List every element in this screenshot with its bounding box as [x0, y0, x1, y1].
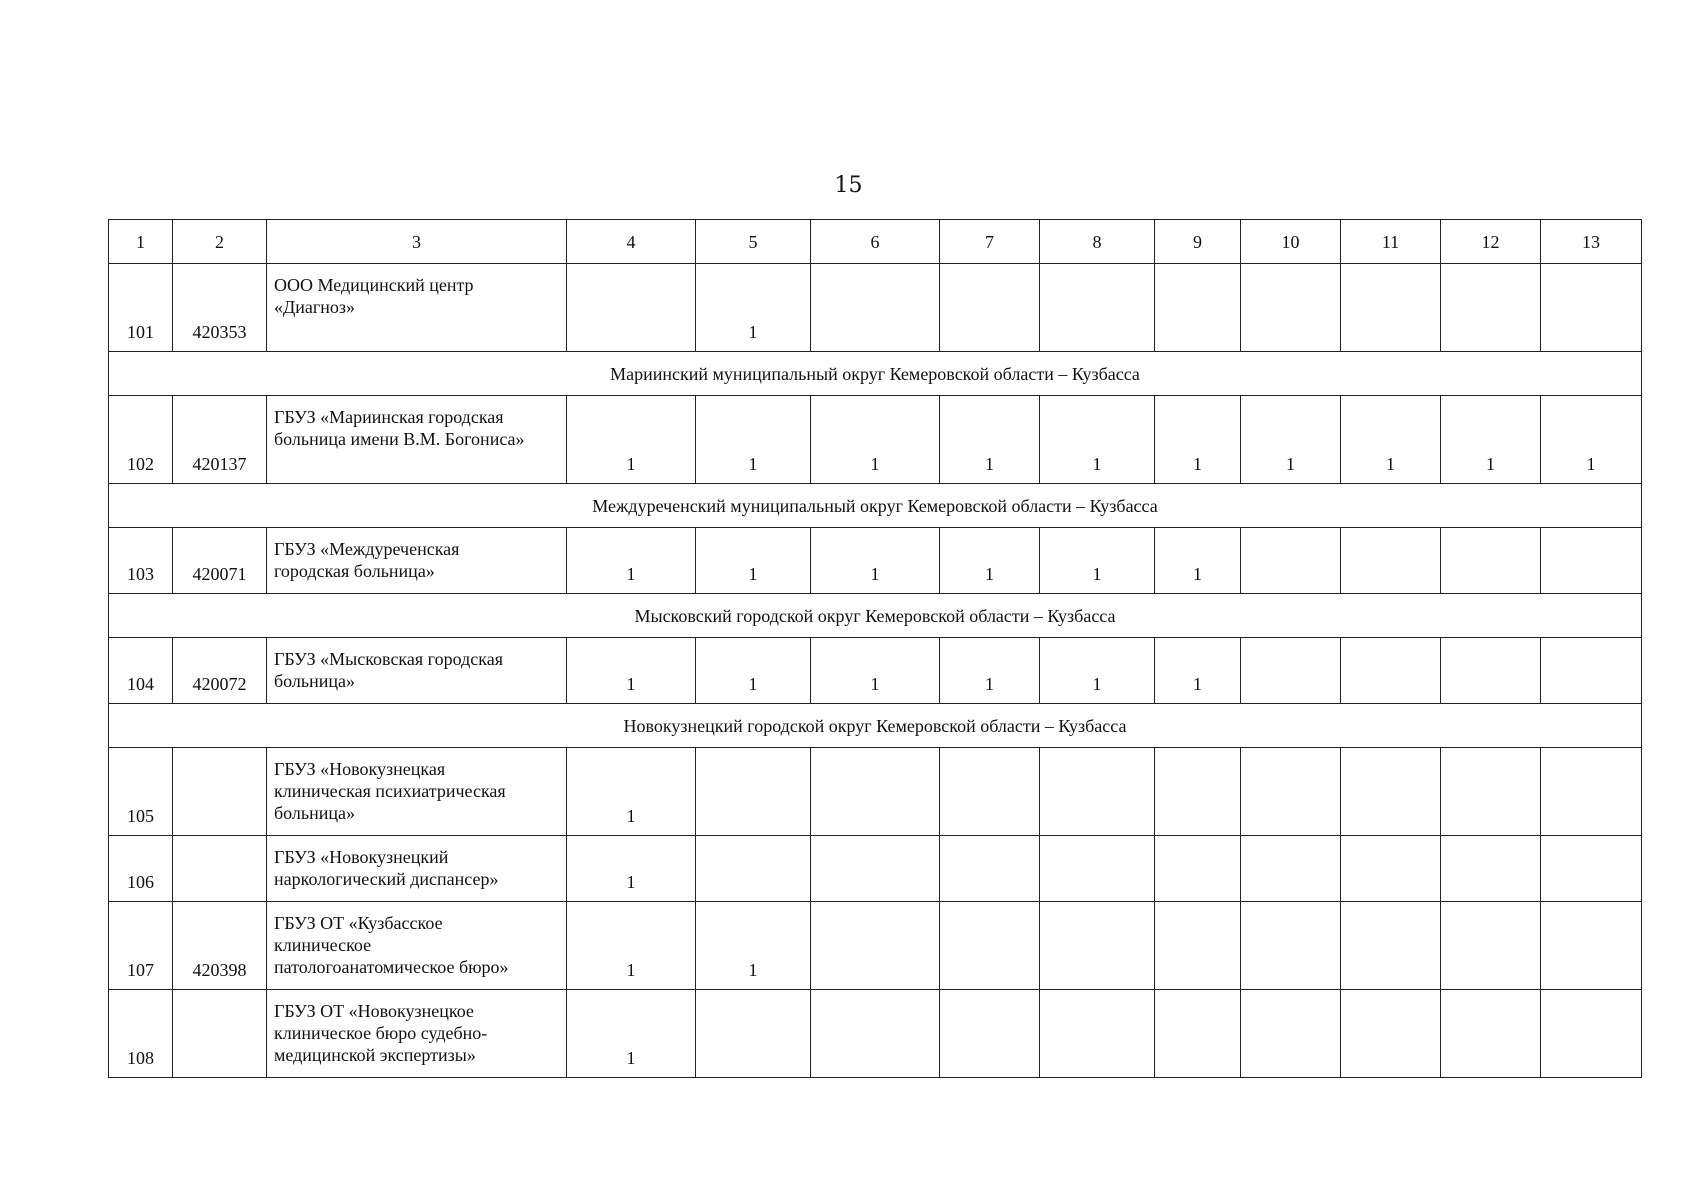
value-cell: [1541, 748, 1642, 836]
value-cell: [1441, 528, 1541, 594]
row-number-cell: 104: [109, 638, 173, 704]
value-cell: [1441, 748, 1541, 836]
value-cell: 1: [1040, 528, 1155, 594]
value-cell: [696, 990, 811, 1078]
facility-code-cell: [173, 836, 267, 902]
value-cell: [1040, 990, 1155, 1078]
value-cell: 1: [696, 528, 811, 594]
value-cell: 1: [1441, 396, 1541, 484]
facility-code-cell: 420137: [173, 396, 267, 484]
row-number-cell: 105: [109, 748, 173, 836]
value-cell: 1: [696, 264, 811, 352]
table-row: [109, 902, 1642, 990]
value-cell: 1: [1241, 396, 1341, 484]
facility-code-cell: [173, 748, 267, 836]
value-cell: [1541, 836, 1642, 902]
page-number: 15: [834, 173, 863, 198]
value-cell: 1: [811, 396, 940, 484]
column-number-cell: 5: [696, 220, 811, 264]
value-cell: [1040, 748, 1155, 836]
value-cell: [940, 902, 1040, 990]
value-cell: [811, 990, 940, 1078]
section-title: Мысковский городской округ Кемеровской области – Кузбасса: [109, 594, 1642, 638]
column-number-cell: 11: [1341, 220, 1441, 264]
facility-name: ГБУЗ «Новокузнецкая клиническая психиатрическая больница»: [274, 759, 506, 823]
facility-name: ГБУЗ ОТ «Новокузнецкое клиническое бюро судебно- медицинской экспертизы»: [274, 1001, 488, 1065]
value-cell: [940, 990, 1040, 1078]
table-row: [109, 528, 1642, 594]
value-cell: [1541, 264, 1642, 352]
value-cell: [1541, 638, 1642, 704]
column-number-cell: 2: [173, 220, 267, 264]
column-number-cell: 8: [1040, 220, 1155, 264]
facility-code-cell: 420071: [173, 528, 267, 594]
table-row: [109, 638, 1642, 704]
value-cell: [811, 264, 940, 352]
value-cell: 1: [696, 396, 811, 484]
table-row: [109, 264, 1642, 352]
row-number-cell: 101: [109, 264, 173, 352]
table-row: [109, 836, 1642, 902]
column-number-cell: 3: [267, 220, 567, 264]
value-cell: [1441, 990, 1541, 1078]
value-cell: [1040, 902, 1155, 990]
section-title: Мариинский муниципальный округ Кемеровской области – Кузбасса: [109, 352, 1642, 396]
value-cell: 1: [1155, 528, 1241, 594]
value-cell: [1155, 264, 1241, 352]
value-cell: [1341, 836, 1441, 902]
column-number-cell: 13: [1541, 220, 1642, 264]
value-cell: 1: [940, 528, 1040, 594]
value-cell: [1441, 902, 1541, 990]
facility-name: ГБУЗ «Мариинская городская больница имени В.М. Богониса»: [274, 407, 525, 449]
value-cell: [940, 748, 1040, 836]
facility-code-cell: 420398: [173, 902, 267, 990]
value-cell: 1: [1040, 638, 1155, 704]
value-cell: 1: [567, 638, 696, 704]
column-number-cell: 12: [1441, 220, 1541, 264]
value-cell: [1155, 836, 1241, 902]
value-cell: [1341, 990, 1441, 1078]
value-cell: 1: [696, 638, 811, 704]
facility-name: ГБУЗ ОТ «Кузбасское клиническое патологоанатомическое бюро»: [274, 913, 509, 977]
value-cell: [811, 836, 940, 902]
value-cell: 1: [567, 990, 696, 1078]
value-cell: [1241, 264, 1341, 352]
value-cell: [1341, 748, 1441, 836]
section-header-row: [109, 704, 1642, 748]
value-cell: [811, 902, 940, 990]
value-cell: 1: [696, 902, 811, 990]
value-cell: [1040, 264, 1155, 352]
row-number-cell: 103: [109, 528, 173, 594]
facility-name-cell: [267, 396, 567, 484]
value-cell: [1241, 748, 1341, 836]
value-cell: [696, 748, 811, 836]
section-title: Междуреченский муниципальный округ Кемеровской области – Кузбасса: [109, 484, 1642, 528]
value-cell: [1241, 528, 1341, 594]
column-number-header-row: [109, 220, 1642, 264]
facility-name: ГБУЗ «Междуреченская городская больница»: [274, 539, 460, 581]
value-cell: [696, 836, 811, 902]
value-cell: [1541, 528, 1642, 594]
value-cell: 1: [567, 902, 696, 990]
facility-code-cell: 420072: [173, 638, 267, 704]
facility-name-cell: [267, 638, 567, 704]
value-cell: [940, 264, 1040, 352]
table-row: [109, 396, 1642, 484]
value-cell: 1: [940, 638, 1040, 704]
facility-name-cell: [267, 528, 567, 594]
row-number-cell: 102: [109, 396, 173, 484]
facility-name-cell: [267, 990, 567, 1078]
value-cell: [1155, 902, 1241, 990]
value-cell: 1: [567, 528, 696, 594]
column-number-cell: 1: [109, 220, 173, 264]
value-cell: [1155, 748, 1241, 836]
value-cell: 1: [567, 836, 696, 902]
value-cell: [567, 264, 696, 352]
value-cell: [1341, 902, 1441, 990]
table-row: [109, 990, 1642, 1078]
section-header-row: [109, 594, 1642, 638]
value-cell: [1341, 528, 1441, 594]
facility-name: ГБУЗ «Новокузнецкий наркологический диспансер»: [274, 847, 499, 889]
value-cell: [940, 836, 1040, 902]
value-cell: 1: [811, 638, 940, 704]
value-cell: [1441, 264, 1541, 352]
facility-name-cell: [267, 748, 567, 836]
facility-name-cell: [267, 264, 567, 352]
value-cell: 1: [567, 396, 696, 484]
value-cell: 1: [1040, 396, 1155, 484]
row-number-cell: 107: [109, 902, 173, 990]
value-cell: [1341, 638, 1441, 704]
value-cell: 1: [1341, 396, 1441, 484]
value-cell: [1040, 836, 1155, 902]
section-header-row: [109, 484, 1642, 528]
value-cell: [1241, 836, 1341, 902]
column-number-cell: 10: [1241, 220, 1341, 264]
section-header-row: [109, 352, 1642, 396]
facility-name: ГБУЗ «Мысковская городская больница»: [274, 649, 503, 691]
column-number-cell: 9: [1155, 220, 1241, 264]
column-number-cell: 6: [811, 220, 940, 264]
value-cell: 1: [567, 748, 696, 836]
facilities-table: [108, 219, 1642, 1078]
table-body: [109, 220, 1642, 1078]
column-number-cell: 7: [940, 220, 1040, 264]
value-cell: [1241, 638, 1341, 704]
facility-name-cell: [267, 836, 567, 902]
row-number-cell: 108: [109, 990, 173, 1078]
facility-code-cell: 420353: [173, 264, 267, 352]
value-cell: [1341, 264, 1441, 352]
value-cell: [1541, 990, 1642, 1078]
facility-name-cell: [267, 902, 567, 990]
value-cell: [1155, 990, 1241, 1078]
section-title: Новокузнецкий городской округ Кемеровской области – Кузбасса: [109, 704, 1642, 748]
value-cell: 1: [1541, 396, 1642, 484]
value-cell: [1541, 902, 1642, 990]
value-cell: 1: [940, 396, 1040, 484]
value-cell: [1241, 990, 1341, 1078]
value-cell: [811, 748, 940, 836]
value-cell: [1441, 836, 1541, 902]
value-cell: 1: [1155, 638, 1241, 704]
facility-code-cell: [173, 990, 267, 1078]
value-cell: [1241, 902, 1341, 990]
value-cell: [1441, 638, 1541, 704]
value-cell: 1: [811, 528, 940, 594]
value-cell: 1: [1155, 396, 1241, 484]
column-number-cell: 4: [567, 220, 696, 264]
row-number-cell: 106: [109, 836, 173, 902]
table-row: [109, 748, 1642, 836]
facility-name: ООО Медицинский центр «Диагноз»: [274, 275, 474, 317]
